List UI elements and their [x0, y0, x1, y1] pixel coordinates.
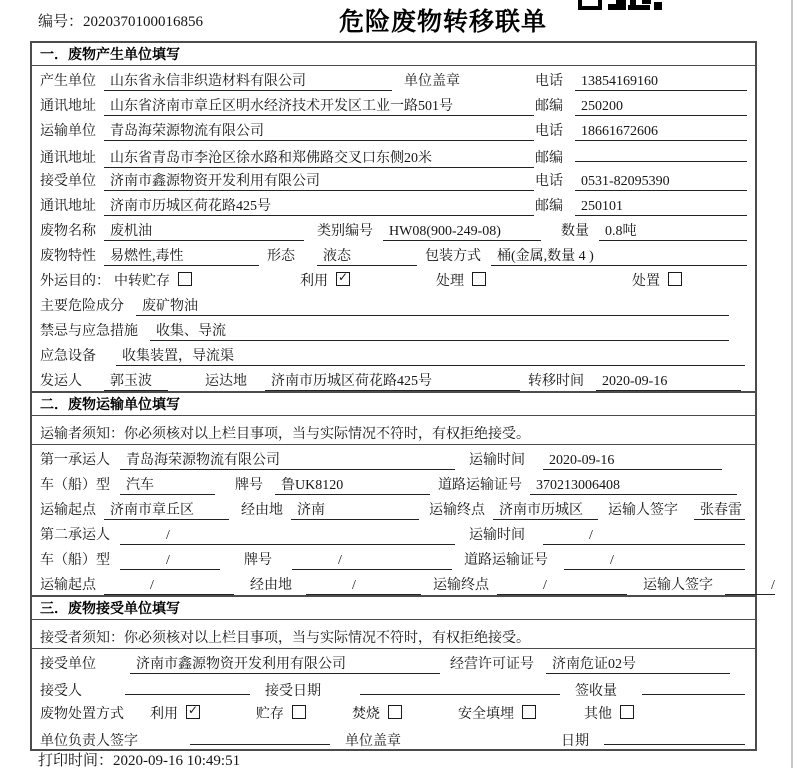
carrier2-origin-value: / — [104, 577, 234, 595]
checkbox-icon — [522, 705, 536, 719]
code-value: HW08(900-249-08) — [383, 223, 541, 241]
receive-unit-label: 接受单位 — [40, 657, 96, 672]
row-producer-address — [32, 91, 755, 116]
row-emergency — [32, 316, 755, 341]
section-transporter — [32, 391, 775, 595]
row-producer-unit — [32, 66, 755, 91]
row-waste-property — [32, 241, 755, 266]
row-disposal — [32, 699, 755, 724]
waste-name-label: 废物名称 — [40, 224, 96, 239]
section-producer — [32, 43, 755, 391]
transporter-label: 运输单位 — [40, 124, 96, 139]
form-value: 液态 — [317, 248, 417, 266]
date-label: 日期 — [561, 734, 589, 749]
road-permit-label: 道路运输证号 — [438, 478, 522, 493]
recipient-value — [125, 678, 250, 695]
receipt-qty-value — [642, 678, 745, 695]
terminal-label: 运输终点 — [429, 503, 485, 518]
transporter-zip-value — [575, 145, 747, 162]
row-hazard — [32, 291, 755, 316]
disposal-option-label: 安全填埋 — [458, 707, 514, 722]
print-time-label: 打印时间： — [38, 753, 114, 769]
notice-text: 接受者须知：你必须核对以上栏目事项，当与实际情况不符时，有权拒绝接受。 — [40, 631, 530, 646]
disposal-option-label: 贮存 — [256, 707, 284, 722]
unit-seal-label: 单位盖章 — [404, 74, 460, 89]
emergency-value: 收集、导流 — [150, 323, 729, 341]
zip-group — [535, 145, 747, 167]
checkbox-icon — [336, 272, 350, 286]
receiver-phone-value: 0531-82095390 — [575, 173, 747, 191]
row-shipper — [32, 366, 755, 391]
terminal-label: 运输终点 — [433, 578, 489, 593]
zip-label: 邮编 — [535, 151, 563, 166]
zip-label: 邮编 — [535, 199, 563, 214]
receiver-address-value: 济南市历城区荷花路425号 — [104, 198, 534, 216]
serial-value: 2020370100016856 — [83, 14, 204, 30]
receive-unit-value: 济南市鑫源物资开发利用有限公司 — [130, 656, 440, 674]
purpose-option-label: 利用 — [300, 274, 328, 289]
carrier1-permit-value: 370213006408 — [530, 477, 737, 495]
print-time — [38, 749, 240, 770]
checkbox-icon — [388, 705, 402, 719]
transporter-phone-value: 18661672606 — [575, 123, 747, 141]
row-waste-name — [32, 216, 755, 241]
row-purpose — [32, 266, 755, 291]
disposal-label: 废物处置方式 — [40, 707, 124, 722]
code-label: 类别编号 — [317, 224, 373, 239]
destination-label: 运达地 — [205, 374, 247, 389]
row-receiver-unit — [32, 166, 755, 191]
receive-date-label: 接受日期 — [265, 684, 321, 699]
address-label: 通讯地址 — [40, 199, 96, 214]
carrier1-plate-value: 鲁UK8120 — [275, 477, 430, 495]
sign-label: 运输人签字 — [608, 503, 678, 518]
destination-value: 济南市历城区荷花路425号 — [265, 373, 520, 391]
carrier1-origin-value: 济南市章丘区 — [104, 502, 229, 520]
manifest-form — [30, 41, 775, 751]
shipper-label: 发运人 — [40, 374, 82, 389]
serial-label: 编号： — [38, 14, 84, 30]
manager-sign-value — [190, 728, 330, 745]
carrier1-value: 青岛海荣源物流有限公司 — [120, 452, 455, 470]
row-carrier1-route — [32, 495, 755, 520]
checkbox-icon — [178, 272, 192, 286]
carrier2-plate-value: / — [292, 552, 452, 570]
address-label: 通讯地址 — [40, 99, 96, 114]
receiver-notice — [32, 620, 755, 649]
plate-label: 牌号 — [244, 553, 272, 568]
section1-title: 一．废物产生单位填写 — [32, 43, 755, 66]
producer-zip-value: 250200 — [575, 98, 747, 116]
row-transporter-address — [32, 141, 755, 166]
via-label: 经由地 — [241, 503, 283, 518]
shipper-value: 郭玉波 — [104, 373, 168, 391]
carrier2-label: 第二承运人 — [40, 528, 110, 543]
phone-group — [535, 120, 747, 141]
phone-label: 电话 — [535, 74, 563, 89]
checkbox-icon — [668, 272, 682, 286]
producer-label: 产生单位 — [40, 74, 96, 89]
sign-label: 运输人签字 — [643, 578, 713, 593]
plate-label: 牌号 — [235, 478, 263, 493]
vehicle-label: 车（船）型 — [40, 478, 110, 493]
receipt-qty-label: 签收量 — [575, 684, 617, 699]
row-receiver-address — [32, 191, 755, 216]
address-label: 通讯地址 — [40, 151, 96, 166]
package-value: 桶(金属,数量 4 ) — [491, 248, 747, 266]
property-label: 废物特性 — [40, 249, 96, 264]
purpose-option-label: 处理 — [436, 274, 464, 289]
row-equipment — [32, 341, 755, 366]
form-label: 形态 — [267, 249, 295, 264]
equipment-label: 应急设备 — [40, 349, 96, 364]
carrier2-value: / — [120, 527, 455, 545]
phone-label: 电话 — [535, 124, 563, 139]
checkbox-icon — [292, 705, 306, 719]
package-label: 包装方式 — [425, 249, 481, 264]
manager-sign-label: 单位负责人签字 — [40, 734, 138, 749]
phone-group — [535, 70, 747, 91]
checkbox-icon — [186, 705, 200, 719]
row-carrier1-vehicle — [32, 470, 755, 495]
carrier1-time-value: 2020-09-16 — [543, 452, 722, 470]
row-carrier2-vehicle — [32, 545, 755, 570]
origin-label: 运输起点 — [40, 503, 96, 518]
receive-date-value — [360, 678, 560, 695]
date-value — [604, 728, 745, 745]
vehicle-label: 车（船）型 — [40, 553, 110, 568]
phone-group — [535, 170, 747, 191]
unit-seal-label: 单位盖章 — [345, 734, 401, 749]
qr-code-icon — [578, 0, 666, 11]
license-label: 经营许可证号 — [450, 657, 534, 672]
row-carrier1 — [32, 445, 755, 470]
qty-value: 0.8吨 — [599, 223, 747, 241]
row-manager-sign — [32, 724, 755, 749]
carrier2-time-value: / — [543, 527, 745, 545]
disposal-option-label: 利用 — [150, 707, 178, 722]
carrier1-vehicle-value: 汽车 — [120, 477, 215, 495]
purpose-option-label: 处置 — [632, 274, 660, 289]
receiver-label: 接受单位 — [40, 174, 96, 189]
via-label: 经由地 — [250, 578, 292, 593]
origin-label: 运输起点 — [40, 578, 96, 593]
disposal-option-label: 焚烧 — [352, 707, 380, 722]
page-edge-divider — [791, 0, 793, 768]
carrier1-via-value: 济南 — [291, 502, 419, 520]
carrier1-sign-value: 张春雷 — [694, 502, 745, 520]
property-value: 易燃性,毒性 — [104, 248, 259, 266]
page-title: 危险废物转移联单 — [338, 8, 547, 36]
receiver-zip-value: 250101 — [575, 198, 747, 216]
row-carrier2-route — [32, 570, 775, 595]
producer-value: 山东省永信非织造材料有限公司 — [104, 73, 392, 91]
purpose-label: 外运目的： — [40, 274, 110, 289]
carrier1-label: 第一承运人 — [40, 453, 110, 468]
section-receiver — [32, 595, 755, 749]
recipient-label: 接受人 — [40, 684, 82, 699]
transporter-address-value: 山东省青岛市李沧区徐水路和郑佛路交叉口东侧20米 — [104, 150, 534, 168]
emergency-label: 禁忌与应急措施 — [40, 324, 138, 339]
transporter-notice — [32, 416, 755, 445]
transport-time-label: 运输时间 — [469, 453, 525, 468]
receiver-value: 济南市鑫源物资开发利用有限公司 — [104, 173, 534, 191]
checkbox-icon — [620, 705, 634, 719]
qty-label: 数量 — [561, 224, 589, 239]
hazard-label: 主要危险成分 — [40, 299, 124, 314]
license-value: 济南危证02号 — [546, 656, 730, 674]
section3-title: 三．废物接受单位填写 — [32, 597, 755, 620]
purpose-option-label: 中转贮存 — [114, 274, 170, 289]
row-transporter-unit — [32, 116, 755, 141]
transport-time-label: 运输时间 — [469, 528, 525, 543]
producer-phone-value: 13854169160 — [575, 73, 747, 91]
carrier2-vehicle-value: / — [120, 552, 220, 570]
zip-group — [535, 95, 747, 116]
transfer-time-label: 转移时间 — [528, 374, 584, 389]
carrier1-terminal-value: 济南市历城区 — [493, 502, 598, 520]
transporter-value: 青岛海荣源物流有限公司 — [104, 123, 534, 141]
waste-name-value: 废机油 — [104, 223, 304, 241]
notice-text: 运输者须知：你必须核对以上栏目事项，当与实际情况不符时，有权拒绝接受。 — [40, 427, 530, 442]
checkbox-icon — [472, 272, 486, 286]
checkmark: ✓ — [187, 703, 199, 717]
transfer-time-value: 2020-09-16 — [596, 373, 741, 391]
disposal-option-label: 其他 — [584, 707, 612, 722]
equipment-value: 收集装置，导流渠 — [116, 348, 745, 366]
phone-label: 电话 — [535, 174, 563, 189]
carrier2-terminal-value: / — [497, 577, 627, 595]
carrier2-sign-value: / — [725, 577, 775, 595]
carrier2-permit-value: / — [564, 552, 745, 570]
producer-address-value: 山东省济南市章丘区明水经济技术开发区工业一路501号 — [104, 98, 534, 116]
section2-title: 二．废物运输单位填写 — [32, 393, 755, 416]
row-receive-unit — [32, 649, 755, 674]
checkmark: ✓ — [337, 270, 349, 284]
hazard-value: 废矿物油 — [136, 298, 729, 316]
road-permit-label: 道路运输证号 — [464, 553, 548, 568]
zip-label: 邮编 — [535, 99, 563, 114]
row-carrier2 — [32, 520, 755, 545]
row-recipient — [32, 674, 755, 699]
zip-group — [535, 195, 747, 216]
carrier2-via-value: / — [306, 577, 421, 595]
print-time-value: 2020-09-16 10:49:51 — [113, 753, 241, 769]
